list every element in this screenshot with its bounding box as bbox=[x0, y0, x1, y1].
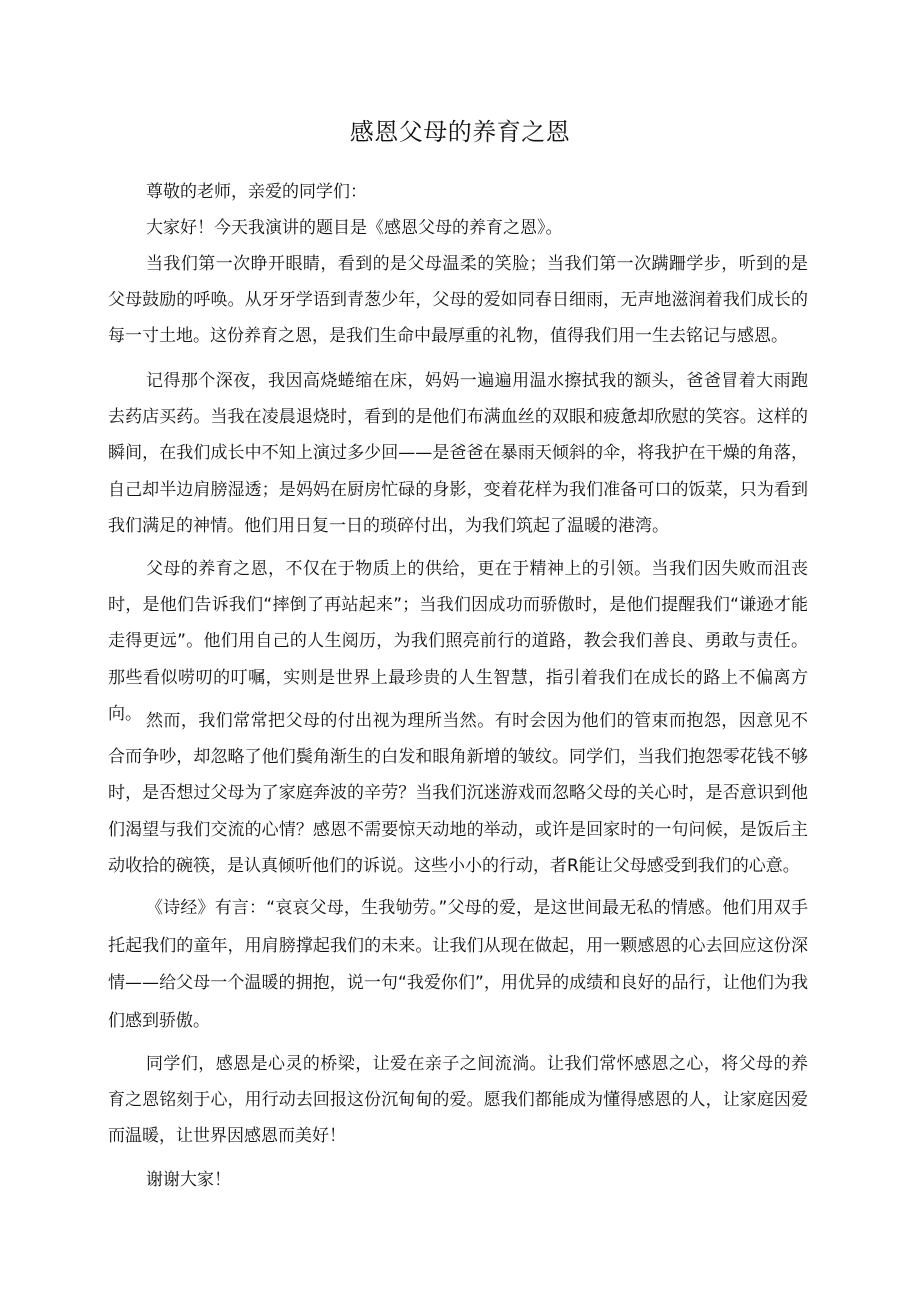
body-paragraph-3: 父母的养育之恩，不仅在于物质上的供给，更在于精神上的引领。当我们因失败而沮丧时，是他们告诉我们“摔倒了再站起来”；当我们因成功而骄傲时，是他们提醒我们“谦逊才能走得更远”。他们用自己的人生阅历，为我们照亮前行的道路，教会我们善良、勇敢与责任。那些看似唠叨的叮嘱，实则是世界上最珍贵的人生智慧，指引着我们在成长的路上不偏离方向。 bbox=[108, 559, 808, 724]
body-paragraph-2: 记得那个深夜，我因高烧蜷缩在床，妈妈一遍遍用温水擦拭我的额头，爸爸冒着大雨跑去药店买药。当我在凌晨退烧时，看到的是他们布满血丝的双眼和疲惫却欣慰的笑容。这样的瞬间，在我们成长中不知上演过多少回——是爸爸在暴雨天倾斜的伞，将我护在干燥的角落，自己却半边肩膀湿透；是妈妈在厨房忙碌的身影，变着花样为我们准备可口的饭菜，只为看到我们满足的神情。他们用日复一日的琐碎付出，为我们筑起了温暖的港湾。 bbox=[108, 371, 808, 536]
body-paragraph-5: 《诗经》有言：“哀哀父母，生我劬劳。”父母的爱，是这世间最无私的情感。他们用双手托起我们的童年，用肩膀撑起我们的未来。让我们从现在做起，用一颗感恩的心去回应这份深情——给父母一个温暖的拥抱，说一句“我爱你们”，用优异的成绩和良好的品行，让他们为我们感到骄傲。 bbox=[108, 898, 808, 1031]
body-paragraph-4: 然而，我们常常把父母的付出视为理所当然。有时会因为他们的管束而抱怨，因意见不合而争吵，却忽略了他们鬓角渐生的白发和眼角新增的皱纹。同学们，当我们抱怨零花钱不够时，是否想过父母为了家庭奔波的辛劳？当我们沉迷游戏而忽略父母的关心时，是否意识到他们渴望与我们交流的心情？感恩不需要惊天动地的举动，或许是回家时的一句问候，是饭后主动收拾的碗筷，是认真倾听他们的诉说。这些小小的行动，者R能让父母感受到我们的心意。 bbox=[108, 711, 808, 876]
document-title: 感恩父母的养育之恩 bbox=[349, 118, 571, 146]
conclusion-paragraph: 同学们，感恩是心灵的桥梁，让爱在亲子之间流淌。让我们常怀感恩之心，将父母的养育之恩铭刻于心，用行动去回报这份沉甸甸的爱。愿我们都能成为懂得感恩的人，让家庭因爱而温暖，让世界因感恩而美好！ bbox=[108, 1054, 808, 1147]
body-paragraph-1: 当我们第一次睁开眼睛，看到的是父母温柔的笑脸；当我们第一次蹒跚学步，听到的是父母鼓励的呼唤。从牙牙学语到青葱少年，父母的爱如同春日细雨，无声地滋润着我们成长的每一寸土地。这份养育之恩，是我们生命中最厚重的礼物，值得我们用一生去铭记与感恩。 bbox=[108, 254, 808, 347]
closing-paragraph: 谢谢大家！ bbox=[146, 1170, 231, 1190]
intro-paragraph: 大家好！今天我演讲的题目是《感恩父母的养育之恩》。 bbox=[146, 218, 563, 238]
greeting-paragraph: 尊敬的老师，亲爱的同学们： bbox=[146, 182, 367, 202]
